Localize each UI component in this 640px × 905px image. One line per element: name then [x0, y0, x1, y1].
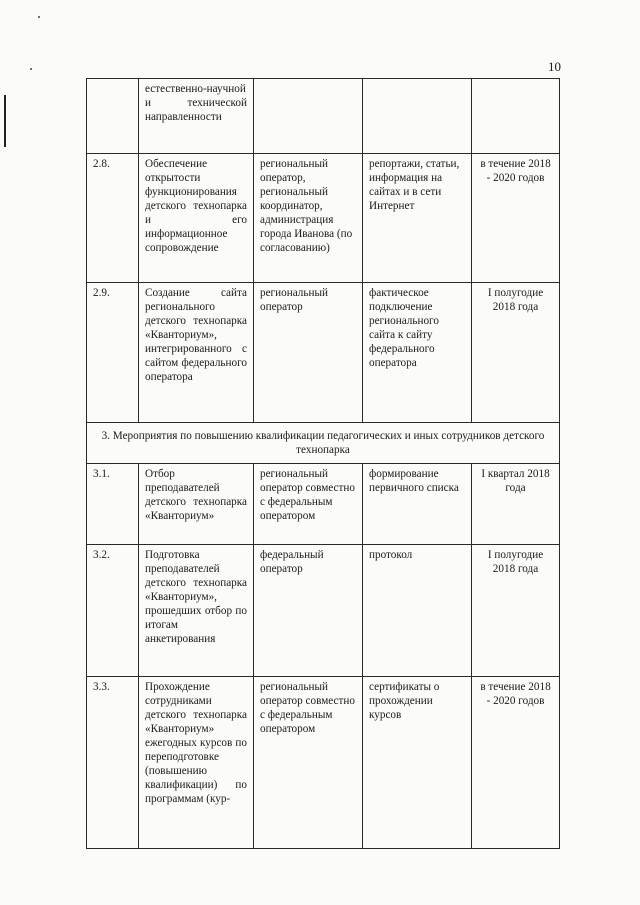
- row-number: 3.3.: [87, 677, 139, 849]
- executor-cell: региональный оператор: [254, 283, 363, 423]
- result-cell: [363, 79, 472, 154]
- result-cell: протокол: [363, 545, 472, 677]
- result-cell: фактическое подключение регионального сайта к сайту федерального оператора: [363, 283, 472, 423]
- deadline-cell: I полугодие 2018 года: [472, 283, 560, 423]
- deadline-cell: в течение 2018 - 2020 годов: [472, 154, 560, 283]
- table-row: [87, 464, 560, 545]
- activity-cell: Прохождение сотрудниками детского технопарка «Кванториум» ежегодных курсов по переподготовке (повышению квалификации) по программам (кур-: [139, 677, 254, 849]
- table-row: [87, 545, 560, 677]
- scan-speck: [30, 68, 32, 70]
- row-number: 3.1.: [87, 464, 139, 545]
- result-cell: формирование первичного списка: [363, 464, 472, 545]
- deadline-cell: I квартал 2018 года: [472, 464, 560, 545]
- activity-cell: Создание сайта регионального детского технопарка «Кванториум», интегрированного с сайтом федерального оператора: [139, 283, 254, 423]
- activities-table: [86, 78, 560, 849]
- activity-cell: Обеспечение открытости функционирования детского технопарка и его информационное сопровождение: [139, 154, 254, 283]
- row-number: 3.2.: [87, 545, 139, 677]
- scan-speck: [38, 16, 40, 18]
- executor-cell: федеральный оператор: [254, 545, 363, 677]
- result-cell: сертификаты о прохождении курсов: [363, 677, 472, 849]
- deadline-cell: [472, 79, 560, 154]
- executor-cell: [254, 79, 363, 154]
- activity-cell: Отбор преподавателей детского технопарка «Кванториум»: [139, 464, 254, 545]
- table-row: [87, 154, 560, 283]
- table-row: [87, 677, 560, 849]
- page-number: 10: [548, 59, 561, 74]
- row-number: [87, 79, 139, 154]
- deadline-cell: в течение 2018 - 2020 годов: [472, 677, 560, 849]
- result-cell: репортажи, статьи, информация на сайтах и в сети Интернет: [363, 154, 472, 283]
- executor-cell: региональный оператор совместно с федеральным оператором: [254, 464, 363, 545]
- scan-margin-mark: [4, 95, 6, 147]
- activity-cell: Подготовка преподавателей детского технопарка «Кванториум», прошедших отбор по итогам анкетирования: [139, 545, 254, 677]
- section-title: 3. Мероприятия по повышению квалификации педагогических и иных сотрудников детского технопарка: [87, 423, 560, 464]
- deadline-cell: I полугодие 2018 года: [472, 545, 560, 677]
- row-number: 2.8.: [87, 154, 139, 283]
- table-row: [87, 79, 560, 154]
- table-row: [87, 283, 560, 423]
- executor-cell: региональный оператор совместно с федеральным оператором: [254, 677, 363, 849]
- activity-cell: естественно-научной и технической направленности: [139, 79, 254, 154]
- section-header-row: [87, 423, 560, 464]
- executor-cell: региональный оператор, региональный координатор, администрация города Иванова (по согласованию): [254, 154, 363, 283]
- row-number: 2.9.: [87, 283, 139, 423]
